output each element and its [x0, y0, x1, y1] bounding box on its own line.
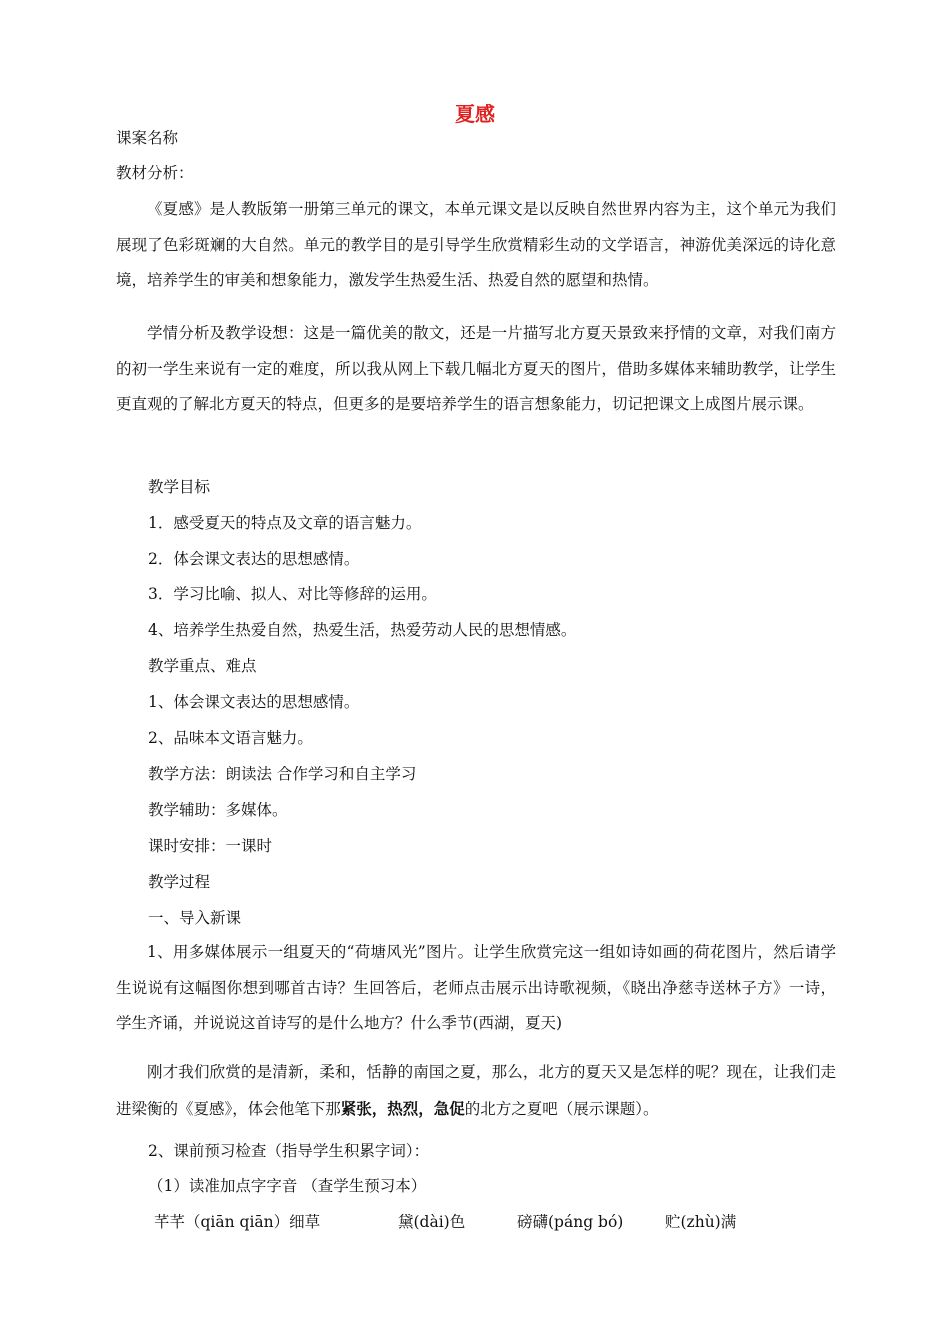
- lesson-name-label: 课案名称: [116, 129, 179, 147]
- para-text: 刚才我们欣赏的是清新，柔和，恬静的南国之夏，那么，北方的夏天又是怎样的呢？现在，让我们走进梁衡的《夏感》，体会他笔下那: [116, 1063, 836, 1118]
- goals-heading: 教学目标: [148, 478, 211, 496]
- pinyin-item: 黛(dài)色: [398, 1213, 466, 1231]
- pinyin-item: 磅礴(páng bó): [517, 1213, 624, 1231]
- step1-paragraph: 1、用多媒体展示一组夏天的“荷塘风光”图片。让学生欣赏完这一组如诗如画的荷花图片，然后请学生说说有这幅图你想到哪首古诗？生回答后，老师点击展示出诗歌视频，《晓出净慈寺送林子方》一诗，学生齐诵，并说说这首诗写的是什么地方？什么季节(西湖，夏天): [116, 943, 836, 1032]
- key-point-item: 1、体会课文表达的思想感情。: [148, 693, 360, 711]
- pinyin-item: 芊芊（qiān qiān）细草: [154, 1213, 321, 1231]
- goal-item: 1．感受夏天的特点及文章的语言魅力。: [148, 514, 422, 532]
- goal-item: 2．体会课文表达的思想感情。: [148, 550, 360, 568]
- analysis-paragraph: 《夏感》是人教版第一册第三单元的课文，本单元课文是以反映自然世界内容为主，这个单元为我们展现了色彩斑斓的大自然。单元的教学目的是引导学生欣赏精彩生动的文学语言，神游优美深远的诗化意境，培养学生的审美和想象能力，激发学生热爱生活、热爱自然的愿望和热情。: [116, 200, 836, 289]
- step2-heading: 2、课前预习检查（指导学生积累字词）：: [148, 1142, 430, 1160]
- document-title: 夏感: [455, 102, 495, 126]
- process-heading: 教学过程: [148, 873, 211, 891]
- para-text: 的北方之夏吧（展示课题）。: [464, 1099, 659, 1118]
- teaching-aid: 教学辅助：多媒体。: [148, 801, 288, 819]
- teaching-method: 教学方法：朗读法 合作学习和自主学习: [148, 765, 417, 783]
- key-point-item: 2、品味本文语言魅力。: [148, 729, 313, 747]
- goal-item: 4、培养学生热爱自然，热爱生活，热爱劳动人民的思想情感。: [148, 621, 577, 639]
- step2-subheading: （1）读准加点字字音 （查学生预习本）: [148, 1177, 427, 1195]
- pinyin-item: 贮(zhù)满: [665, 1213, 737, 1231]
- situation-paragraph: 学情分析及教学设想：这是一篇优美的散文，还是一片描写北方夏天景致来抒情的文章，对我们南方的初一学生来说有一定的难度，所以我从网上下载几幅北方夏天的图片，借助多媒体来辅助教学，让学生更直观的了解北方夏天的特点，但更多的是要培养学生的语言想象能力，切记把课文上成图片展示课。: [116, 324, 836, 413]
- analysis-heading: 教材分析：: [116, 164, 194, 182]
- class-schedule: 课时安排：一课时: [148, 837, 273, 855]
- step1-heading: 一、导入新课: [148, 909, 242, 927]
- step1-paragraph-2: [116, 1055, 836, 1127]
- goal-item: 3．学习比喻、拟人、对比等修辞的运用。: [148, 585, 437, 603]
- key-points-heading: 教学重点、难点: [148, 657, 257, 675]
- emphasis-text: 紧张，热烈，急促: [340, 1098, 465, 1118]
